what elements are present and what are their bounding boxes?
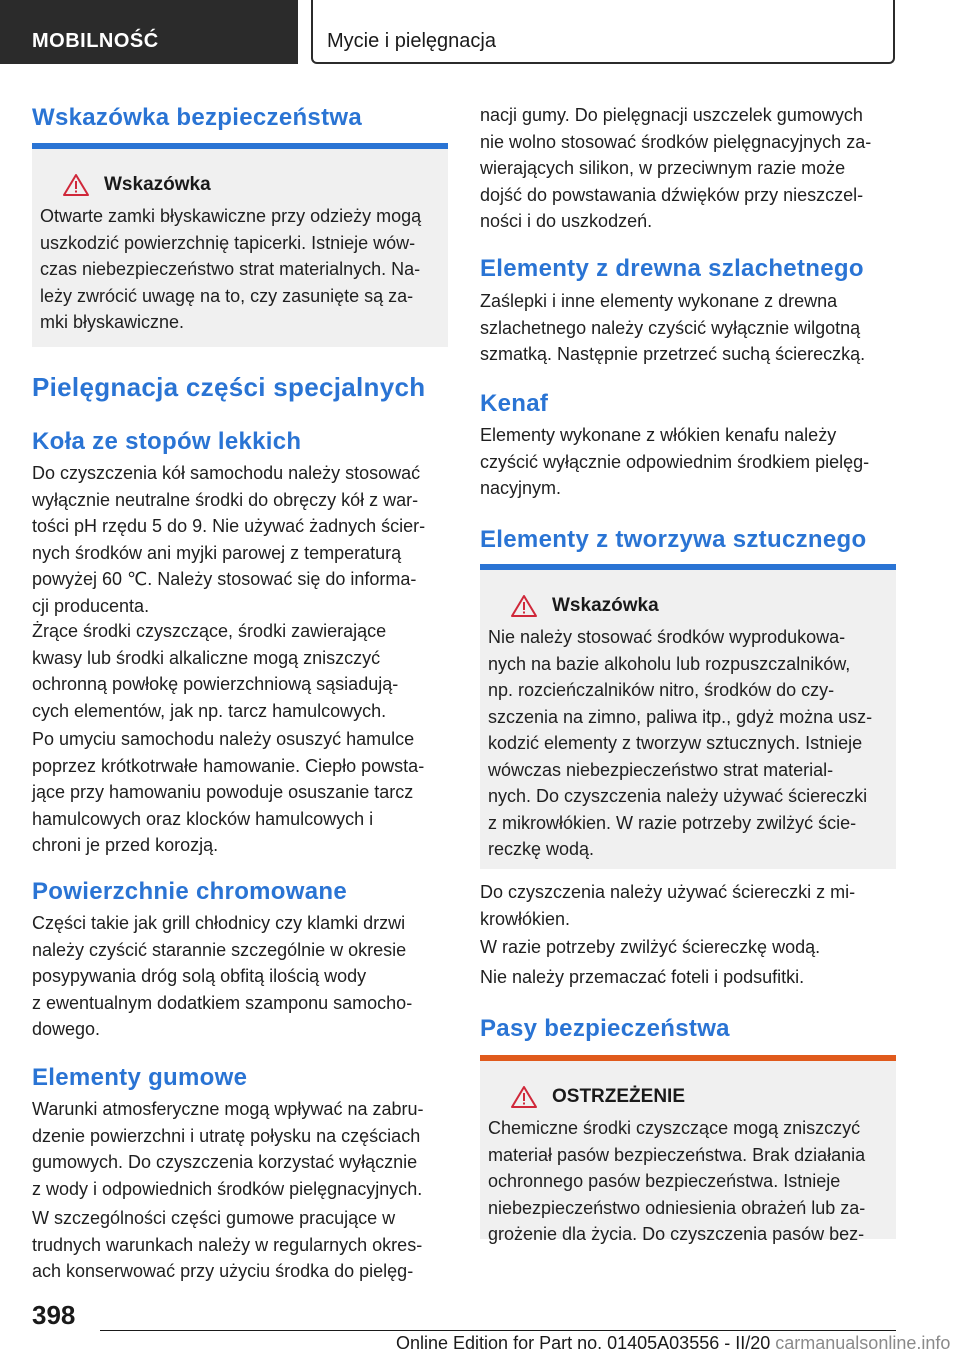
chrome-heading: Powierzchnie chromowane xyxy=(32,878,347,905)
footer-divider xyxy=(100,1330,896,1331)
text-line: nacji gumy. Do pielęgnacji uszczelek gumowych xyxy=(480,105,863,125)
text-line: W szczególności części gumowe pracujące w xyxy=(32,1208,396,1228)
watermark-text: carmanualsonline.info xyxy=(775,1333,951,1353)
text-line: ochronnego pasów bezpieczeństwa. Istnieje xyxy=(488,1171,841,1191)
note-title-row xyxy=(488,592,884,620)
text-line: Do czyszczenia kół samochodu należy stosować xyxy=(32,463,421,483)
text-line: materiał pasów bezpieczeństwa. Brak działania xyxy=(488,1144,866,1165)
text-line: wierających silikon, w przeciwnym razie może xyxy=(480,158,846,178)
header-section-label xyxy=(0,0,298,64)
wood-heading: Elementy z drewna szlachetnego xyxy=(480,255,864,282)
warning-box-belts xyxy=(480,1055,896,1244)
alloy-paragraph-1 xyxy=(32,460,448,619)
text-line: poprzez krótkotrwałe hamowanie. Ciepło powsta- xyxy=(32,755,425,776)
text-line: czyścić wyłącznie odpowiednim środkiem pielęg- xyxy=(480,451,870,472)
text-line: trudnych warunkach należy w regularnych okres- xyxy=(32,1234,423,1255)
text-line: czas niebezpieczeństwo strat materialnych. Na- xyxy=(40,259,421,279)
chrome-paragraph xyxy=(32,910,448,1043)
text-line: jące przy hamowaniu powoduje osuszanie tarcz xyxy=(32,782,414,802)
text-line: ności i do uszkodzeń. xyxy=(480,211,653,231)
text-line: tości pH rzędu 5 do 9. Nie używać żadnych ścier- xyxy=(32,516,426,536)
text-line: nych. Do czyszczenia należy używać ściereczki xyxy=(488,786,868,806)
text-line: Żrące środki czyszczące, środki zawierające xyxy=(32,621,387,641)
warning-triangle-icon xyxy=(62,173,90,197)
text-line: należy czyścić starannie szczególnie w okresie xyxy=(32,939,407,960)
text-line: hamulcowych oraz klocków hamulcowych i xyxy=(32,808,374,829)
text-line: Do czyszczenia należy używać ściereczki z mi- xyxy=(480,882,856,902)
plastic-paragraph-1 xyxy=(480,879,896,932)
text-line: dojść do powstawania dźwięków przy nieszczel- xyxy=(480,184,864,205)
alloy-heading: Koła ze stopów lekkich xyxy=(32,428,302,455)
text-line: posypywania dróg solą obfitą ilością wody xyxy=(32,966,367,986)
wood-paragraph xyxy=(480,288,896,368)
text-line: powyżej 60 ℃. Należy stosować się do informa- xyxy=(32,569,417,589)
warning-title-row xyxy=(488,1083,884,1111)
plastic-paragraph-2: W razie potrzeby zwilżyć ściereczkę wodą. xyxy=(480,937,821,957)
text-line: Zaślepki i inne elementy wykonane z drewna xyxy=(480,291,838,311)
text-line: ochronną powłokę powierzchniową sąsiadują- xyxy=(32,674,399,694)
text-line: grożenie dla życia. Do czyszczenia pasów bez- xyxy=(488,1224,865,1244)
text-line: nych na bazie alkoholu lub rozpuszczalników, xyxy=(488,653,851,674)
text-line: wówczas niebezpieczeństwo strat material- xyxy=(488,759,834,780)
header-topic-tab xyxy=(311,0,895,64)
text-line: szczenia na zimno, paliwa itp., gdyż można usz- xyxy=(488,706,873,727)
kenaf-paragraph xyxy=(480,422,896,502)
text-line: reczkę wodą. xyxy=(488,839,595,859)
text-line: z ewentualnym dodatkiem szamponu samocho- xyxy=(32,992,413,1013)
note-body xyxy=(40,203,436,336)
text-line: szlachetnego należy czyścić wyłącznie wilgotną xyxy=(480,317,861,338)
rubber-paragraph-1 xyxy=(32,1096,448,1202)
text-line: chroni je przed korozją. xyxy=(32,835,219,855)
text-line: ach konserwować przy użyciu środka do pielęg- xyxy=(32,1261,414,1281)
page-number: 398 xyxy=(32,1300,76,1330)
section-title: MOBILNOŚĆ xyxy=(32,30,159,52)
note-title: Wskazówka xyxy=(104,174,211,195)
alloy-paragraph-2 xyxy=(32,618,448,724)
plastic-heading: Elementy z tworzywa sztucznego xyxy=(480,526,867,553)
text-line: mki błyskawiczne. xyxy=(40,312,185,332)
text-line: uszkodzić powierzchnię tapicerki. Istnieje wów- xyxy=(40,232,416,253)
text-line: Otwarte zamki błyskawiczne przy odzieży mogą xyxy=(40,206,422,226)
warning-triangle-icon xyxy=(510,1085,538,1109)
topic-title: Mycie i pielęgnacja xyxy=(327,30,496,52)
text-line: kodzić elementy z tworzyw sztucznych. Istnieje xyxy=(488,733,863,753)
warning-title: OSTRZEŻENIE xyxy=(552,1086,686,1107)
text-line: Po umyciu samochodu należy osuszyć hamulce xyxy=(32,729,415,749)
rubber-paragraph-2 xyxy=(32,1205,448,1285)
text-line: gumowych. Do czyszczenia korzystać wyłącznie xyxy=(32,1152,418,1172)
plastic-paragraph-3: Nie należy przemaczać foteli i podsufitki. xyxy=(480,967,805,987)
note-title-row xyxy=(40,171,436,199)
note-body xyxy=(488,624,884,863)
text-line: niebezpieczeństwo odniesienia obrażeń lub za- xyxy=(488,1197,866,1218)
text-line: kwasy lub środki alkaliczne mogą zniszczyć xyxy=(32,647,381,668)
text-line: Chemiczne środki czyszczące mogą zniszczyć xyxy=(488,1118,861,1138)
alloy-paragraph-3 xyxy=(32,726,448,859)
text-line: np. rozcieńczalników nitro, środków do czy- xyxy=(488,680,835,700)
text-line: z mikrowłókien. W razie potrzeby zwilżyć ście- xyxy=(488,812,857,833)
text-line: dowego. xyxy=(32,1019,101,1039)
text-line: cych elementów, jak np. tarcz hamulcowych. xyxy=(32,700,387,721)
text-line: wyłącznie neutralne środki do obręczy kół z war- xyxy=(32,489,419,510)
rubber-continuation xyxy=(480,102,896,235)
text-line: krowłókien. xyxy=(480,908,571,929)
text-line: leży zwrócić uwagę na to, czy zasunięte są za- xyxy=(40,285,414,306)
note-box-plastic xyxy=(480,564,896,869)
text-line: cji producenta. xyxy=(32,595,150,616)
text-line: Nie należy stosować środków wyprodukowa- xyxy=(488,627,846,647)
text-line: Warunki atmosferyczne mogą wpływać na zabru- xyxy=(32,1099,424,1119)
text-line: szmatką. Następnie przetrzeć suchą ściereczką. xyxy=(480,344,866,364)
footer-edition xyxy=(396,1333,951,1354)
text-line: Elementy wykonane z włókien kenafu należy xyxy=(480,425,837,445)
text-line: dzenie powierzchni i utratę połysku na częściach xyxy=(32,1125,421,1146)
main-heading: Pielęgnacja części specjalnych xyxy=(32,372,426,402)
note-box-zippers xyxy=(32,143,448,347)
text-line: z wody i odpowiednich środków pielęgnacyjnych. xyxy=(32,1178,423,1199)
text-line: nych środków ani myjki parowej z temperaturą xyxy=(32,542,402,563)
warning-body xyxy=(488,1115,884,1248)
kenaf-heading: Kenaf xyxy=(480,390,549,417)
warning-triangle-icon xyxy=(510,594,538,618)
belts-heading: Pasy bezpieczeństwa xyxy=(480,1015,730,1042)
text-line: nacyjnym. xyxy=(480,478,562,498)
text-line: Części takie jak grill chłodnicy czy klamki drzwi xyxy=(32,913,406,933)
edition-text: Online Edition for Part no. 01405A03556 - II/20 xyxy=(396,1333,771,1353)
note-title: Wskazówka xyxy=(552,595,659,616)
safety-heading: Wskazówka bezpieczeństwa xyxy=(32,104,362,131)
text-line: nie wolno stosować środków pielęgnacyjnych za- xyxy=(480,131,872,152)
rubber-heading: Elementy gumowe xyxy=(32,1064,248,1091)
